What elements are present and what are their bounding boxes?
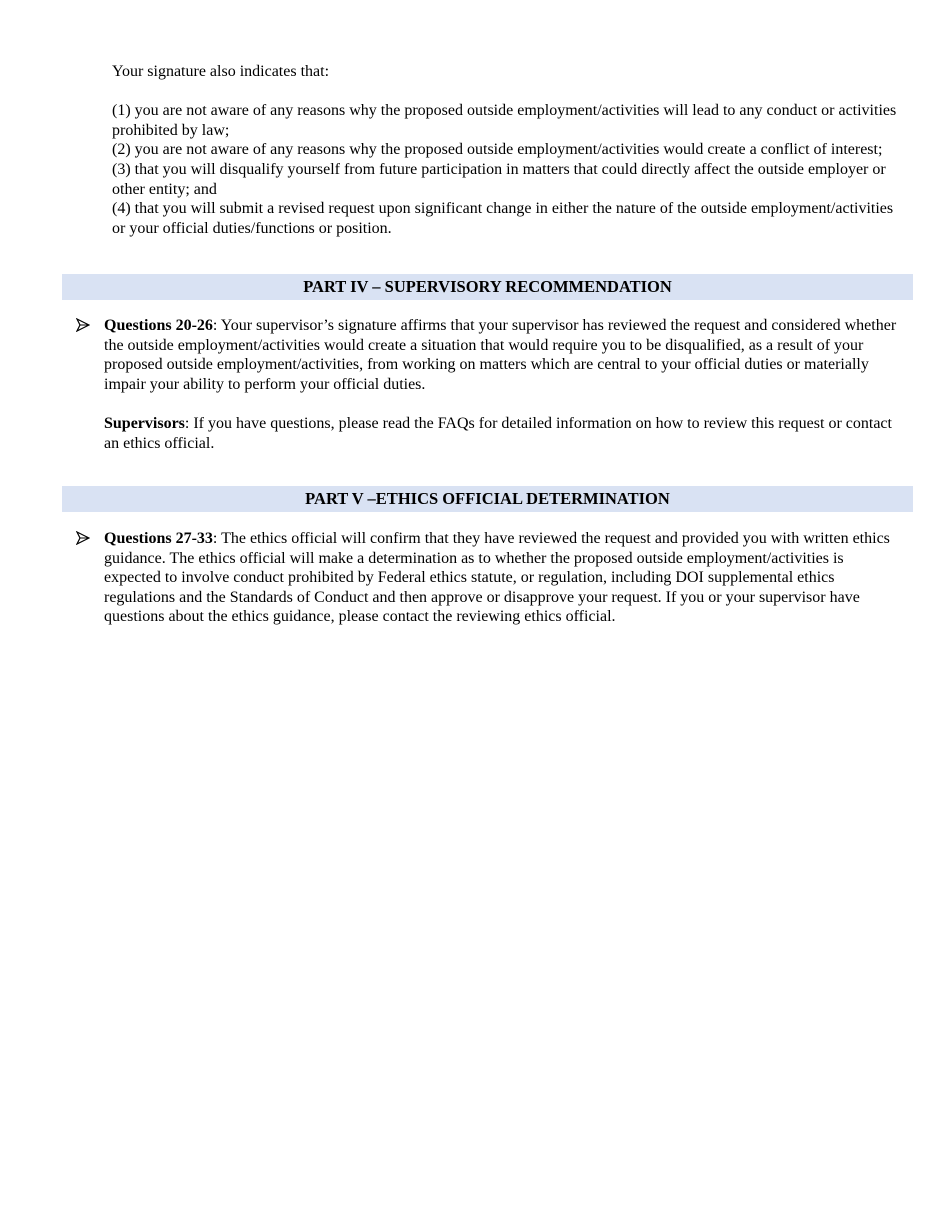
questions-20-26-paragraph bbox=[104, 316, 904, 394]
signature-statement bbox=[112, 62, 902, 238]
questions-27-33-text: : The ethics official will confirm that they have reviewed the request and provided you with written ethics guidance. The ethics official will make a determination as to whether the proposed outside employment/activities is expected to involve conduct prohibited by Federal ethics statute, or regulation, including DOI supplemental ethics regulations and the Standards of Conduct and then approve or disapprove your request. If you or your supervisor have questions about the ethics guidance, please contact the reviewing ethics official. bbox=[104, 530, 890, 626]
arrowhead-bullet-icon bbox=[76, 531, 92, 547]
part-v-heading bbox=[62, 486, 913, 512]
questions-20-26-text: : Your supervisor’s signature affirms that your supervisor has reviewed the request and considered whether the outside employment/activities would create a situation that would require you to be disqualified, as a result of your proposed outside employment/activities, from working on matters which are central to your official duties or materially impair your ability to perform your official duties. bbox=[104, 317, 897, 393]
signature-lead: Your signature also indicates that: bbox=[112, 63, 330, 80]
supervisors-text: : If you have questions, please read the FAQs for detailed information on how to review this request or contact an ethics official. bbox=[104, 414, 892, 452]
part-v-content bbox=[104, 529, 904, 627]
questions-20-26-label: Questions 20-26 bbox=[104, 317, 213, 334]
part-iv-heading-text: PART IV – SUPERVISORY RECOMMENDATION bbox=[303, 277, 672, 296]
signature-item-1: (1) you are not aware of any reasons why the proposed outside employment/activities will lead to any conduct or activities prohibited by law; bbox=[112, 102, 897, 139]
part-v-heading-text: PART V –ETHICS OFFICIAL DETERMINATION bbox=[305, 489, 670, 508]
arrowhead-bullet-icon bbox=[76, 318, 92, 334]
signature-item-4: (4) that you will submit a revised request upon significant change in either the nature of the outside employment/activities or your official duties/functions or position. bbox=[112, 200, 894, 237]
questions-27-33-label: Questions 27-33 bbox=[104, 530, 213, 547]
signature-item-2: (2) you are not aware of any reasons why the proposed outside employment/activities would create a conflict of interest; bbox=[112, 141, 883, 159]
signature-item-3: (3) that you will disqualify yourself from future participation in matters that could directly affect the outside employer or other entity; and bbox=[112, 160, 886, 198]
supervisors-label: Supervisors bbox=[104, 414, 185, 432]
part-iv-content bbox=[104, 316, 904, 453]
part-iv-heading bbox=[62, 274, 913, 300]
supervisors-paragraph bbox=[104, 414, 904, 453]
questions-27-33-paragraph bbox=[104, 529, 904, 627]
